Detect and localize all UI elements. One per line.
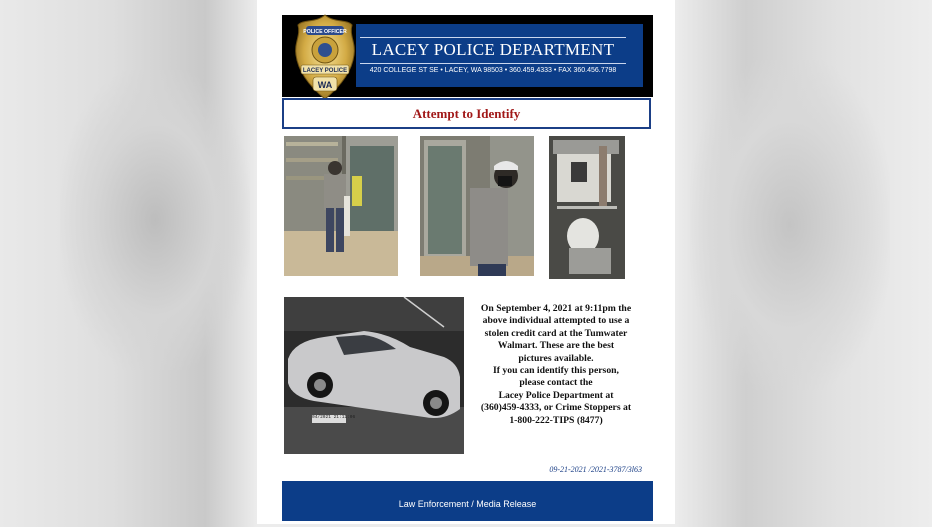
notice-message — [470, 303, 642, 427]
header-rule-top — [360, 37, 626, 38]
notice-title: Attempt to Identify — [412, 106, 521, 121]
message-line: stolen credit card at the Tumwater — [484, 327, 628, 339]
message-line: If you can identify this person, — [493, 365, 619, 377]
message-line: Walmart. These are the best — [497, 340, 615, 352]
footer-label: Law Enforcement / Media Release — [398, 499, 537, 509]
department-address: 420 COLLEGE ST SE • LACEY, WA 98503 • 360.459.4333 • FAX 360.456.7798 — [369, 67, 617, 74]
vehicle-photo — [284, 297, 464, 454]
background-blur-left — [60, 70, 250, 370]
message-line: Lacey Police Department at — [498, 389, 614, 401]
suspect-photo-3 — [549, 136, 625, 279]
badge-top-text: POLICE OFFICER — [303, 29, 347, 35]
message-line: On September 4, 2021 at 9:11pm the — [480, 303, 632, 314]
badge-state-text: WA — [317, 80, 333, 90]
suspect-photo-2 — [420, 136, 534, 276]
case-number: 09-21-2021 /2021-3787/3l63 — [549, 465, 642, 474]
message-line: above individual attempted to use a — [482, 315, 630, 327]
background-blur-right — [690, 60, 890, 390]
badge-middle-text: LACEY POLICE — [302, 68, 348, 74]
message-line: 1-800-222-TIPS (8477) — [509, 414, 603, 426]
message-line: (360)459-4333, or Crime Stoppers at — [480, 402, 632, 414]
message-line: pictures available. — [518, 352, 594, 364]
notice-title-box — [282, 98, 651, 129]
department-name: LACEY POLICE DEPARTMENT — [371, 40, 615, 59]
footer-banner — [282, 481, 653, 521]
vehicle-photo-timestamp: 04/2021 21:11:06 — [312, 415, 356, 420]
message-line: please contact the — [519, 377, 593, 389]
header-rule-bottom — [360, 63, 626, 64]
suspect-photo-1 — [284, 136, 398, 276]
police-badge-icon — [292, 13, 358, 101]
